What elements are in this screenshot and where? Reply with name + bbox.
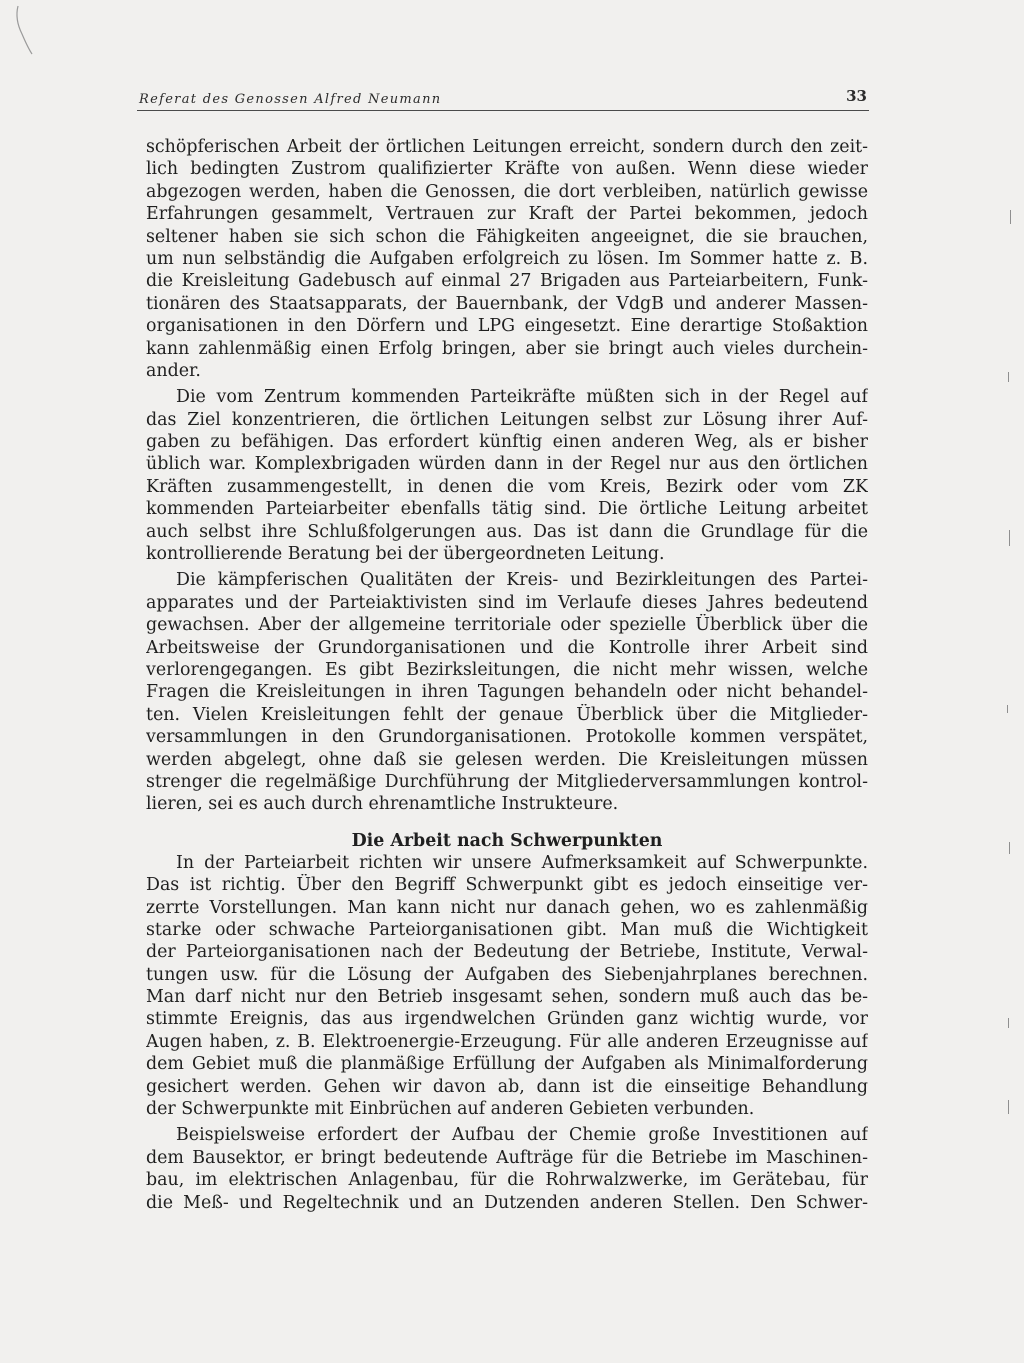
text-line: Augen haben, z. B. Elektroenergie-Erzeugung. Für alle anderen Erzeugnisse auf — [146, 1031, 868, 1052]
margin-pencil-mark — [14, 4, 34, 56]
text-line: strenger die regelmäßige Durchführung der Mitgliederversammlungen kontrol- — [146, 771, 868, 792]
text-line: kommenden Parteiarbeiter ebenfalls tätig sind. Die örtliche Leitung arbeitet — [146, 499, 868, 520]
text-line: Die vom Zentrum kommenden Parteikräfte müßten sich in der Regel auf — [176, 387, 868, 408]
running-header — [137, 84, 869, 111]
text-line: die Meß- und Regeltechnik und an Dutzenden anderen Stellen. Den Schwer- — [146, 1192, 868, 1213]
text-line: gaben zu befähigen. Das erfordert künftig einen anderen Weg, als er bisher — [146, 432, 868, 453]
text-line: der Parteiorganisationen nach der Bedeutung der Betriebe, Institute, Verwal- — [146, 942, 868, 963]
text-line: lieren, sei es auch durch ehrenamtliche Instrukteure. — [146, 794, 619, 815]
text-line: organisationen in den Dörfern und LPG eingesetzt. Eine derartige Stoßaktion — [146, 316, 868, 337]
text-line: ten. Vielen Kreisleitungen fehlt der genaue Überblick über die Mitglieder- — [146, 704, 868, 725]
text-line: abgezogen werden, haben die Genossen, die dort verbleiben, natürlich gewisse — [146, 181, 868, 202]
text-line: Kräften zusammengestellt, in denen die vom Kreis, Bezirk oder vom ZK — [146, 476, 868, 497]
text-line: zerrte Vorstellungen. Man kann nicht nur danach gehen, wo es zahlenmäßig — [146, 897, 868, 918]
text-line: kontrollierende Beratung bei der übergeordneten Leitung. — [146, 544, 665, 565]
text-line: gewachsen. Aber der allgemeine territoriale oder spezielle Überblick über die — [146, 615, 868, 636]
text-line: dem Gebiet muß die planmäßige Erfüllung der Aufgaben als Minimalforderung — [146, 1054, 868, 1075]
text-line: lich bedingten Zustrom qualifizierter Kräfte von außen. Wenn diese wieder — [146, 159, 868, 180]
text-line: In der Parteiarbeit richten wir unsere Aufmerksamkeit auf Schwerpunkte. — [176, 852, 868, 873]
text-line: werden abgelegt, ohne daß sie gelesen werden. Die Kreisleitungen müssen — [146, 749, 868, 770]
text-line: der Schwerpunkte mit Einbrüchen auf anderen Gebieten verbunden. — [146, 1099, 755, 1120]
text-line: apparates und der Parteiaktivisten sind im Verlaufe dieses Jahres bedeutend — [146, 592, 868, 613]
text-line: üblich war. Komplexbrigaden würden dann in der Regel nur aus den örtlichen — [146, 454, 868, 475]
text-line: gesichert werden. Gehen wir davon ab, dann ist die einseitige Behandlung — [146, 1076, 868, 1097]
running-title: Referat des Genossen Alfred Neumann — [139, 92, 442, 107]
text-line: die Kreisleitung Gadebusch auf einmal 27 Brigaden aus Parteiarbeitern, Funk- — [146, 271, 868, 292]
text-line: das Ziel konzentrieren, die örtlichen Leitungen selbst zur Lösung ihrer Auf- — [146, 409, 868, 430]
text-line: dem Bausektor, er bringt bedeutende Aufträge für die Betriebe im Maschinen- — [146, 1147, 868, 1168]
text-line: Das ist richtig. Über den Begriff Schwerpunkt gibt es jedoch einseitige ver- — [146, 875, 868, 896]
text-line: verlorengegangen. Es gibt Bezirksleitungen, die nicht mehr wissen, welche — [146, 659, 868, 680]
text-line: Man darf nicht nur den Betrieb insgesamt sehen, sondern muß auch das be- — [146, 987, 868, 1008]
paragraph — [146, 1124, 868, 1214]
text-line: seltener haben sie sich schon die Fähigkeiten angeeignet, die sie brauchen, — [146, 226, 868, 247]
text-line: Erfahrungen gesammelt, Vertrauen zur Kraft der Partei bekommen, jedoch — [146, 204, 868, 225]
section-heading: Die Arbeit nach Schwerpunkten — [351, 830, 663, 851]
text-line: schöpferischen Arbeit der örtlichen Leitungen erreicht, sondern durch den zeit- — [146, 137, 868, 157]
text-line: um nun selbständig die Aufgaben erfolgreich zu lösen. Im Sommer hatte z. B. — [146, 248, 868, 269]
article-body — [146, 136, 868, 1214]
text-line: starke oder schwache Parteiorganisationen gibt. Man muß die Wichtigkeit — [146, 919, 868, 940]
text-line: Beispielsweise erfordert der Aufbau der Chemie große Investitionen auf — [176, 1125, 868, 1146]
text-line: Fragen die Kreisleitungen in ihren Tagungen behandeln oder nicht behandel- — [146, 682, 868, 703]
paragraph — [146, 386, 868, 565]
text-line: kann zahlenmäßig einen Erfolg bringen, aber sie bringt auch vieles durchein- — [146, 338, 868, 359]
text-line: tionären des Staatsapparats, der Bauernbank, der VdgB und anderer Massen- — [146, 293, 868, 314]
text-line: auch selbst ihre Schlußfolgerungen aus. Das ist dann die Grundlage für die — [146, 521, 868, 542]
text-line: Arbeitsweise der Grundorganisationen und die Kontrolle ihrer Arbeit sind — [146, 637, 868, 658]
text-line: Die kämpferischen Qualitäten der Kreis- und Bezirkleitungen des Partei- — [176, 570, 868, 591]
text-line: stimmte Ereignis, das aus irgendwelchen Gründen ganz wichtig wurde, vor — [146, 1009, 868, 1030]
page-number: 33 — [846, 87, 867, 105]
text-line: tungen usw. für die Lösung der Aufgaben des Siebenjahrplanes berechnen. — [146, 964, 868, 985]
text-line: bau, im elektrischen Anlagenbau, für die Rohrwalzwerke, im Gerätebau, für — [146, 1170, 868, 1191]
text-line: ander. — [146, 360, 201, 381]
scan-edge-specks — [996, 0, 1024, 1363]
text-line: versammlungen in den Grundorganisationen. Protokolle kommen verspätet, — [146, 727, 868, 748]
paragraph — [146, 852, 868, 1121]
paragraph — [146, 136, 868, 382]
paragraph — [146, 569, 868, 815]
